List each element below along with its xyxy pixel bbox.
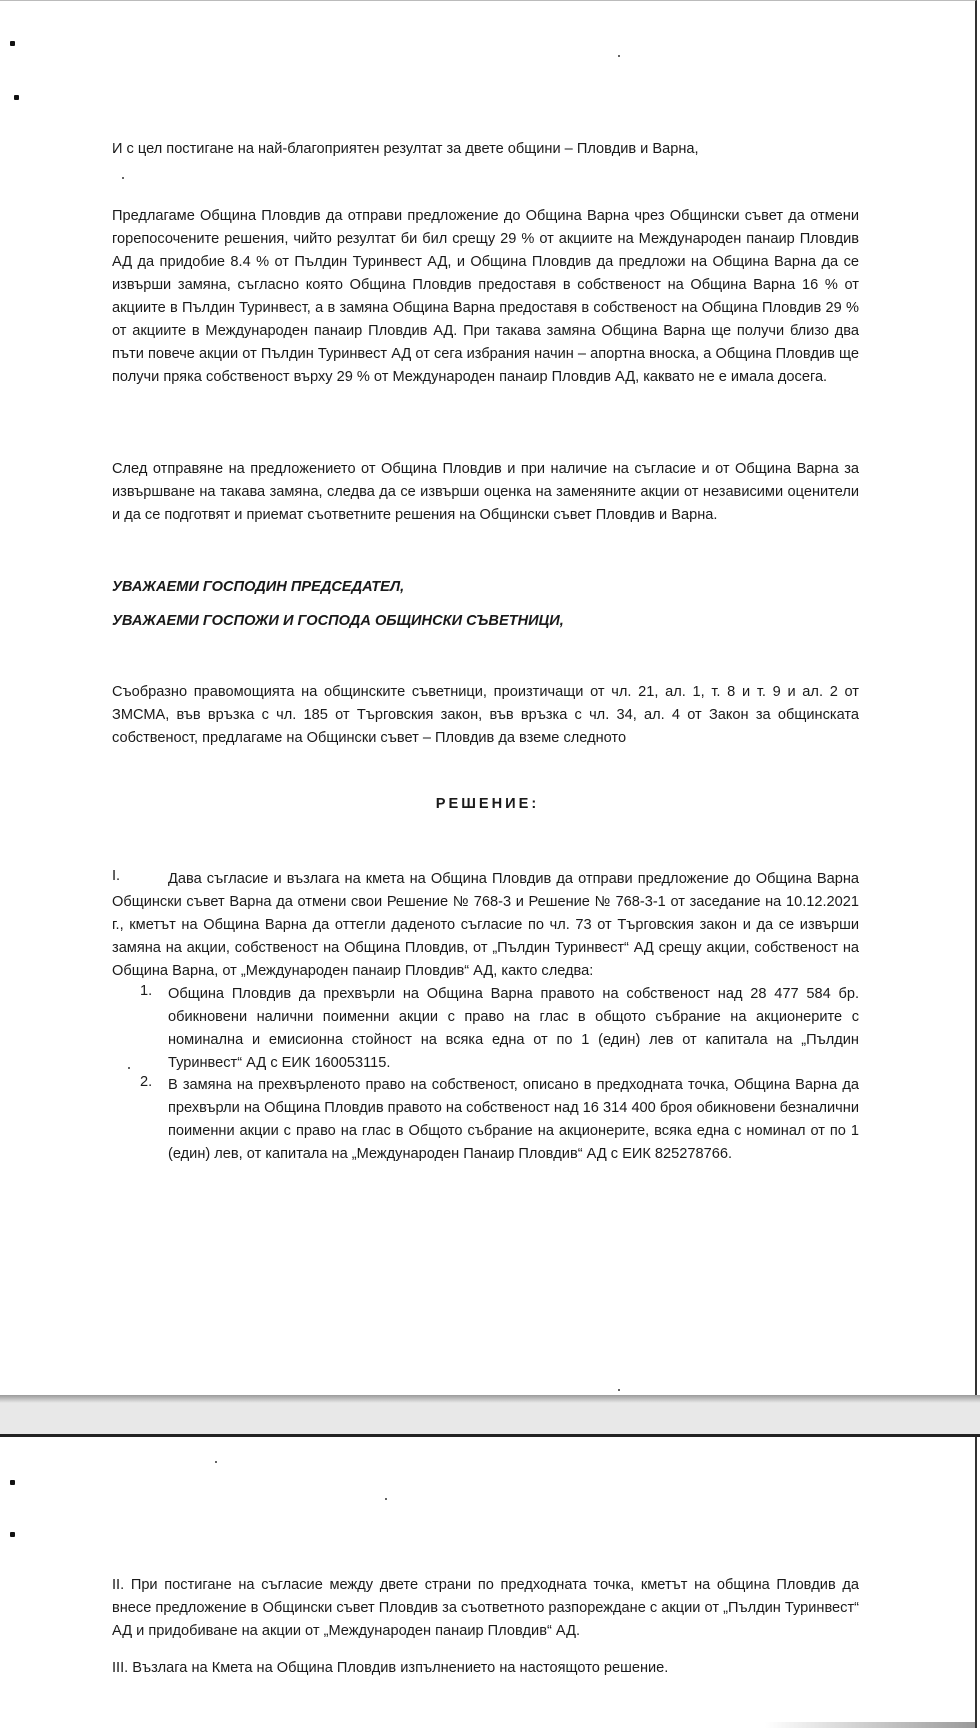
scan-speck bbox=[215, 1461, 217, 1463]
followup-paragraph: След отправяне на предложението от Община Пловдив и при наличие на съгласие и от Община Варна за извършване на такава замяна, следва да се извърши оценка на заменяните акции от независими оценители и да се подготвят и приемат съответните решения на Общински съвет Пловдив и Варна. bbox=[112, 461, 859, 523]
scan-speck bbox=[122, 177, 124, 179]
page-separator bbox=[0, 1395, 980, 1437]
scan-speck bbox=[618, 1389, 620, 1391]
salutation-chairman: УВАЖАЕМИ ГОСПОДИН ПРЕДСЕДАТЕЛ, bbox=[112, 579, 405, 595]
point-1-text: Дава съгласие и възлага на кмета на Община Пловдив да отправи предложение до Община Варна Общински съвет Варна да отмени свои Решение № 768-3 и Решение № 768-3-1 от заседание на 10.12.2021 г., кметът на Община Варна да оттегли даденото съгласие по чл. 73 от Търговския закон и да се извърши замяна на акции, собственост на Община Пловдив, от „Пълдин Туринвест“ АД срещу акции, собственост на Община Варна, от „Международен панаир Пловдив“ АД, както следва: bbox=[112, 871, 859, 979]
subitem-2-text: В замяна на прехвърленото право на собственост, описано в предходната точка, Община Варна да прехвърли на Община Пловдив правото на собственост над 16 314 400 броя обикновени безналични поименни акции с право на глас в Общото събрание на акционерите, всяка една с номинал от по 1 (един) лев, от капитала на „Международен Панаир Пловдив“ АД с ЕИК 825278766. bbox=[168, 1077, 859, 1162]
scan-artifact bbox=[10, 41, 15, 46]
scan-speck bbox=[385, 1498, 387, 1500]
legal-basis-paragraph: Съобразно правомощията на общинските съветници, произтичащи от чл. 21, ал. 1, т. 8 и т. 9 и ал. 2 от ЗМСМА, във връзка с чл. 185 от Търговския закон, във връзка с чл. 34, ал. 4 от Закон за общинската собственост, предлагаме на Общински съвет – Пловдив да вземе следното bbox=[112, 684, 859, 746]
scan-edge-artifact bbox=[765, 1722, 975, 1728]
point-2-text: II. При постигане на съгласие между двете страни по предходната точка, кметът на община Пловдив да внесе предложение в Общински съвет Пловдив за съответното разпореждане с акции от „Пълдин Туринвест“ АД и придобиване на акции от „Международен панаир Пловдив“ АД. bbox=[112, 1577, 859, 1639]
document-page-2 bbox=[0, 1437, 977, 1728]
point-3-text: III. Възлага на Кмета на Община Пловдив изпълнението на настоящото решение. bbox=[112, 1660, 669, 1676]
scan-speck bbox=[128, 1067, 130, 1069]
decision-title: РЕШЕНИЕ: bbox=[435, 796, 540, 812]
scan-artifact bbox=[10, 1480, 15, 1485]
intro-line: И с цел постигане на най-благоприятен резултат за двете общини – Пловдив и Варна, bbox=[112, 141, 699, 157]
scan-artifact bbox=[14, 95, 19, 100]
point-1-numeral: I. bbox=[112, 868, 121, 884]
scan-speck bbox=[618, 55, 620, 57]
scan-artifact bbox=[10, 1532, 15, 1537]
salutation-councilors: УВАЖАЕМИ ГОСПОЖИ И ГОСПОДА ОБЩИНСКИ СЪВЕТНИЦИ, bbox=[112, 613, 564, 629]
subitem-2-number: 2. bbox=[140, 1074, 153, 1090]
proposal-paragraph: Предлагаме Община Пловдив да отправи предложение до Община Варна чрез Общински съвет да отмени горепосочените решения, чийто резултат би бил срещу 29 % от акциите на Международен панаир Пловдив АД да придобие 8.4 % от Пълдин Туринвест АД, и Община Пловдив да предложи на Община Варна да се извърши замяна, съгласно която Община Пловдив предоставя в собственост на Община Варна 16 % от акциите в Пълдин Туринвест, а в замяна Община Варна предоставя в собственост на Община Пловдив 29 % от акциите в Международен панаир Пловдив АД. При такава замяна Община Варна ще получи близо два пъти повече акции от Пълдин Туринвест АД от сега избрания начин – апортна вноска, а Община Пловдив ще получи пряка собственост върху 29 % от Международен панаир Пловдив АД, каквато не е имала досега. bbox=[112, 208, 859, 385]
subitem-1-text: Община Пловдив да прехвърли на Община Варна правото на собственост над 28 477 584 бр. обикновени налични поименни акции с право на глас в общото събрание на акционерите с номинална и емисионна стойност на всяка една от по 1 (един) лев от капитала на „Пълдин Туринвест“ АД с ЕИК 160053115. bbox=[168, 986, 859, 1071]
subitem-1-number: 1. bbox=[140, 983, 153, 999]
